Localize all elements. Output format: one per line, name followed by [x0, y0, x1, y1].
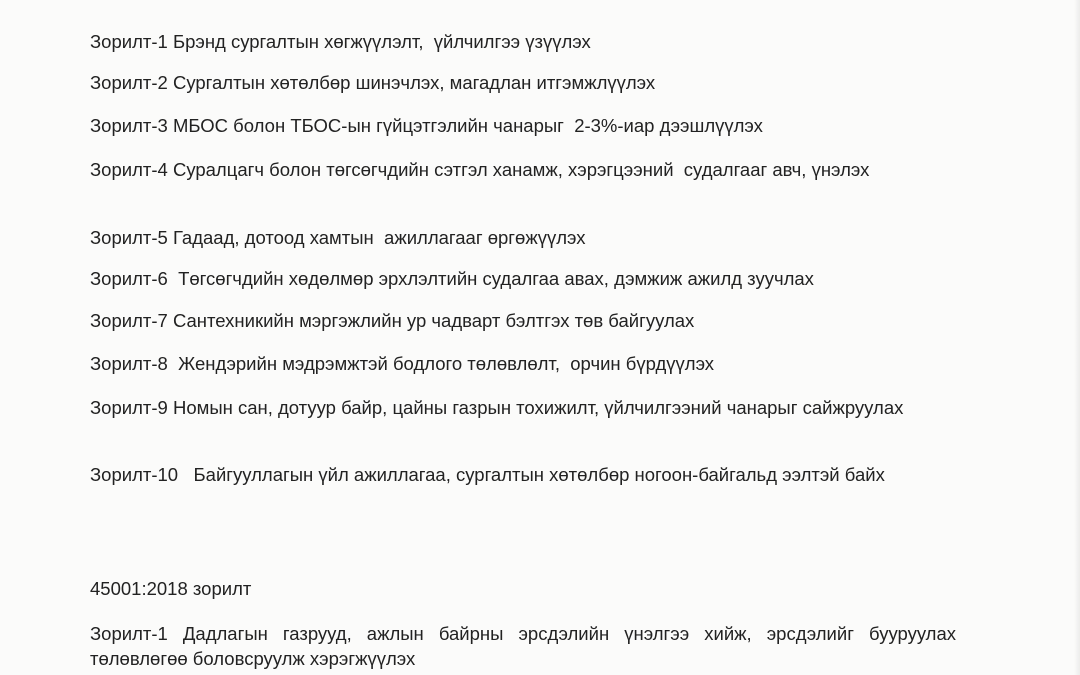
- objective-label: Зорилт-1: [90, 623, 168, 644]
- objective-text: Гадаад, дотоод хамтын ажиллагааг өргөжүүлэх: [172, 227, 586, 248]
- section-objective-1: [90, 621, 962, 671]
- objective-9: [90, 395, 956, 420]
- objective-8: [90, 351, 956, 376]
- scan-edge-shadow: [1074, 0, 1080, 675]
- objective-text: Байгууллагын үйл ажиллагаа, сургалтын хөтөлбөр ногоон-байгальд ээлтэй байх: [183, 464, 885, 485]
- objective-2: [90, 70, 956, 95]
- objective-10: [90, 462, 956, 487]
- objective-text: Номын сан, дотуур байр, цайны газрын тохижилт, үйлчилгээний чанарыг сайжруулах: [172, 397, 904, 418]
- objective-label: Зорилт-4: [90, 159, 168, 180]
- objective-label: Зорилт-2: [90, 72, 168, 93]
- objective-label: Зорилт-7: [90, 310, 168, 331]
- objective-6: [90, 266, 956, 291]
- objective-label: Зорилт-10: [90, 464, 179, 485]
- objective-text: Сургалтын хөтөлбөр шинэчлэх, магадлан итгэмжлүүлэх: [172, 72, 656, 93]
- objective-1: [90, 29, 956, 54]
- objective-3: [90, 113, 956, 138]
- objective-text: Суралцагч болон төгсөгчдийн сэтгэл ханамж, хэрэгцээний судалгааг авч, үнэлэх: [172, 159, 870, 180]
- objective-text: Сантехникийн мэргэжлийн ур чадварт бэлтгэх төв байгуулах: [172, 310, 695, 331]
- objective-label: Зорилт-1: [90, 31, 168, 52]
- objective-text: Төгсөгчдийн хөдөлмөр эрхлэлтийн судалгаа авах, дэмжиж ажилд зуучлах: [172, 268, 814, 289]
- objective-label: Зорилт-8: [90, 353, 168, 374]
- section-heading: 45001:2018 зорилт: [90, 578, 252, 599]
- objective-5: [90, 225, 956, 250]
- objective-label: Зорилт-9: [90, 397, 168, 418]
- objective-7: [90, 308, 956, 333]
- objective-4: [90, 157, 956, 182]
- objective-text: МБОС болон ТБОС-ын гүйцэтгэлийн чанарыг 2-3%-иар дээшлүүлэх: [172, 115, 763, 136]
- objective-text: Дадлагын газрууд, ажлын байрны эрсдэлийн үнэлгээ хийж, эрсдэлийг бууруулах төлөвлөгөө боловсруулж хэрэгжүүлэх: [90, 623, 962, 669]
- objective-label: Зорилт-3: [90, 115, 168, 136]
- objective-text: Жендэрийн мэдрэмжтэй бодлого төлөвлөлт, орчин бүрдүүлэх: [172, 353, 715, 374]
- objective-label: Зорилт-5: [90, 227, 168, 248]
- objective-label: Зорилт-6: [90, 268, 168, 289]
- objective-text: Брэнд сургалтын хөгжүүлэлт, үйлчилгээ үзүүлэх: [172, 31, 591, 52]
